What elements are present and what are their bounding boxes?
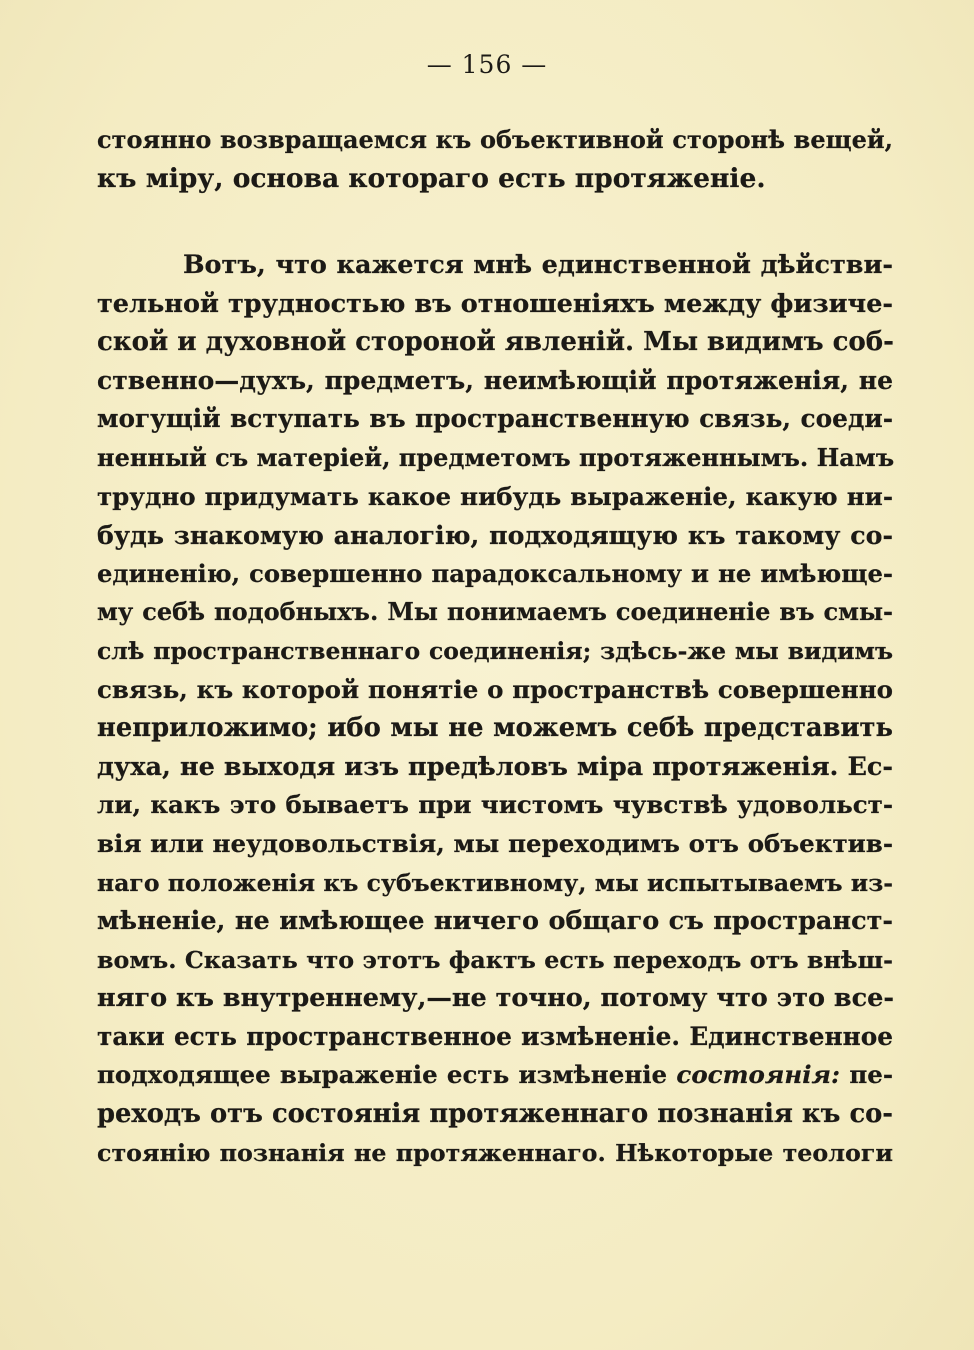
text-line: ственно—духъ, предметъ, неимѣющій протяженія, не xyxy=(97,365,893,395)
italic-term: состоянія: xyxy=(676,1060,841,1090)
text-line: реходъ отъ состоянія протяженнаго познанія къ со- xyxy=(97,1099,893,1130)
paragraph-2 xyxy=(97,246,893,1172)
text-line: могущій вступать въ пространственную связь, соеди- xyxy=(97,404,893,434)
text-line: духа, не выходя изъ предѣловъ міра протяженія. Ес- xyxy=(97,751,893,782)
text-line: му себѣ подобныхъ. Мы понимаемъ соединеніе въ смы- xyxy=(97,597,893,627)
text-line: Вотъ, что кажется мнѣ единственной дѣйстви- xyxy=(183,250,893,280)
paragraph-1 xyxy=(97,121,893,198)
text-line: трудно придумать какое нибудь выраженіе, какую ни- xyxy=(97,481,893,511)
text-line: будь знакомую аналогію, подходящую къ такому со- xyxy=(97,520,893,551)
text-line: ненный съ матеріей, предметомъ протяженнымъ. Намъ xyxy=(97,442,895,472)
text-line: связь, къ которой понятіе о пространствѣ совершенно xyxy=(97,674,893,704)
text-line: мѣненіе, не имѣющее ничего общаго съ пространст- xyxy=(97,906,893,937)
text-line-with-italic xyxy=(97,1056,893,1095)
text-line: таки есть пространственное измѣненіе. Единственное xyxy=(97,1021,893,1051)
text-line: неприложимо; ибо мы не можемъ себѣ представить xyxy=(97,713,893,744)
text-segment: подходящее выраженіе есть измѣненіе xyxy=(97,1060,677,1090)
text-line: няго къ внутреннему,—не точно, потому что это все- xyxy=(97,983,894,1014)
page-number: — 156 — xyxy=(426,50,548,79)
text-line: тельной трудностью въ отношеніяхъ между физиче- xyxy=(97,288,893,319)
text-line: единенію, совершенно парадоксальному и не имѣюще- xyxy=(97,558,893,588)
text-line: стоянію познанія не протяженнаго. Нѣкоторые теологи xyxy=(97,1138,893,1167)
text-line: слѣ пространственнаго соединенія; здѣсь-же мы видимъ xyxy=(97,636,893,665)
text-line: ли, какъ это бываетъ при чистомъ чувствѣ удовольст- xyxy=(97,790,893,820)
text-line: вія или неудовольствія, мы переходимъ отъ объектив- xyxy=(97,828,893,858)
text-line: наго положенія къ субъективному, мы испытываемъ из- xyxy=(97,868,893,897)
text-segment: пе- xyxy=(840,1060,894,1090)
text-line: стоянно возвращаемся къ объективной сторонѣ вещей, xyxy=(97,125,893,154)
text-line: вомъ. Сказать что этотъ фактъ есть переходъ отъ внѣш- xyxy=(97,945,893,974)
text-line: ской и духовной стороной явленій. Мы видимъ соб- xyxy=(97,327,894,358)
text-line: къ міру, основа котораго есть протяженіе. xyxy=(97,162,766,194)
